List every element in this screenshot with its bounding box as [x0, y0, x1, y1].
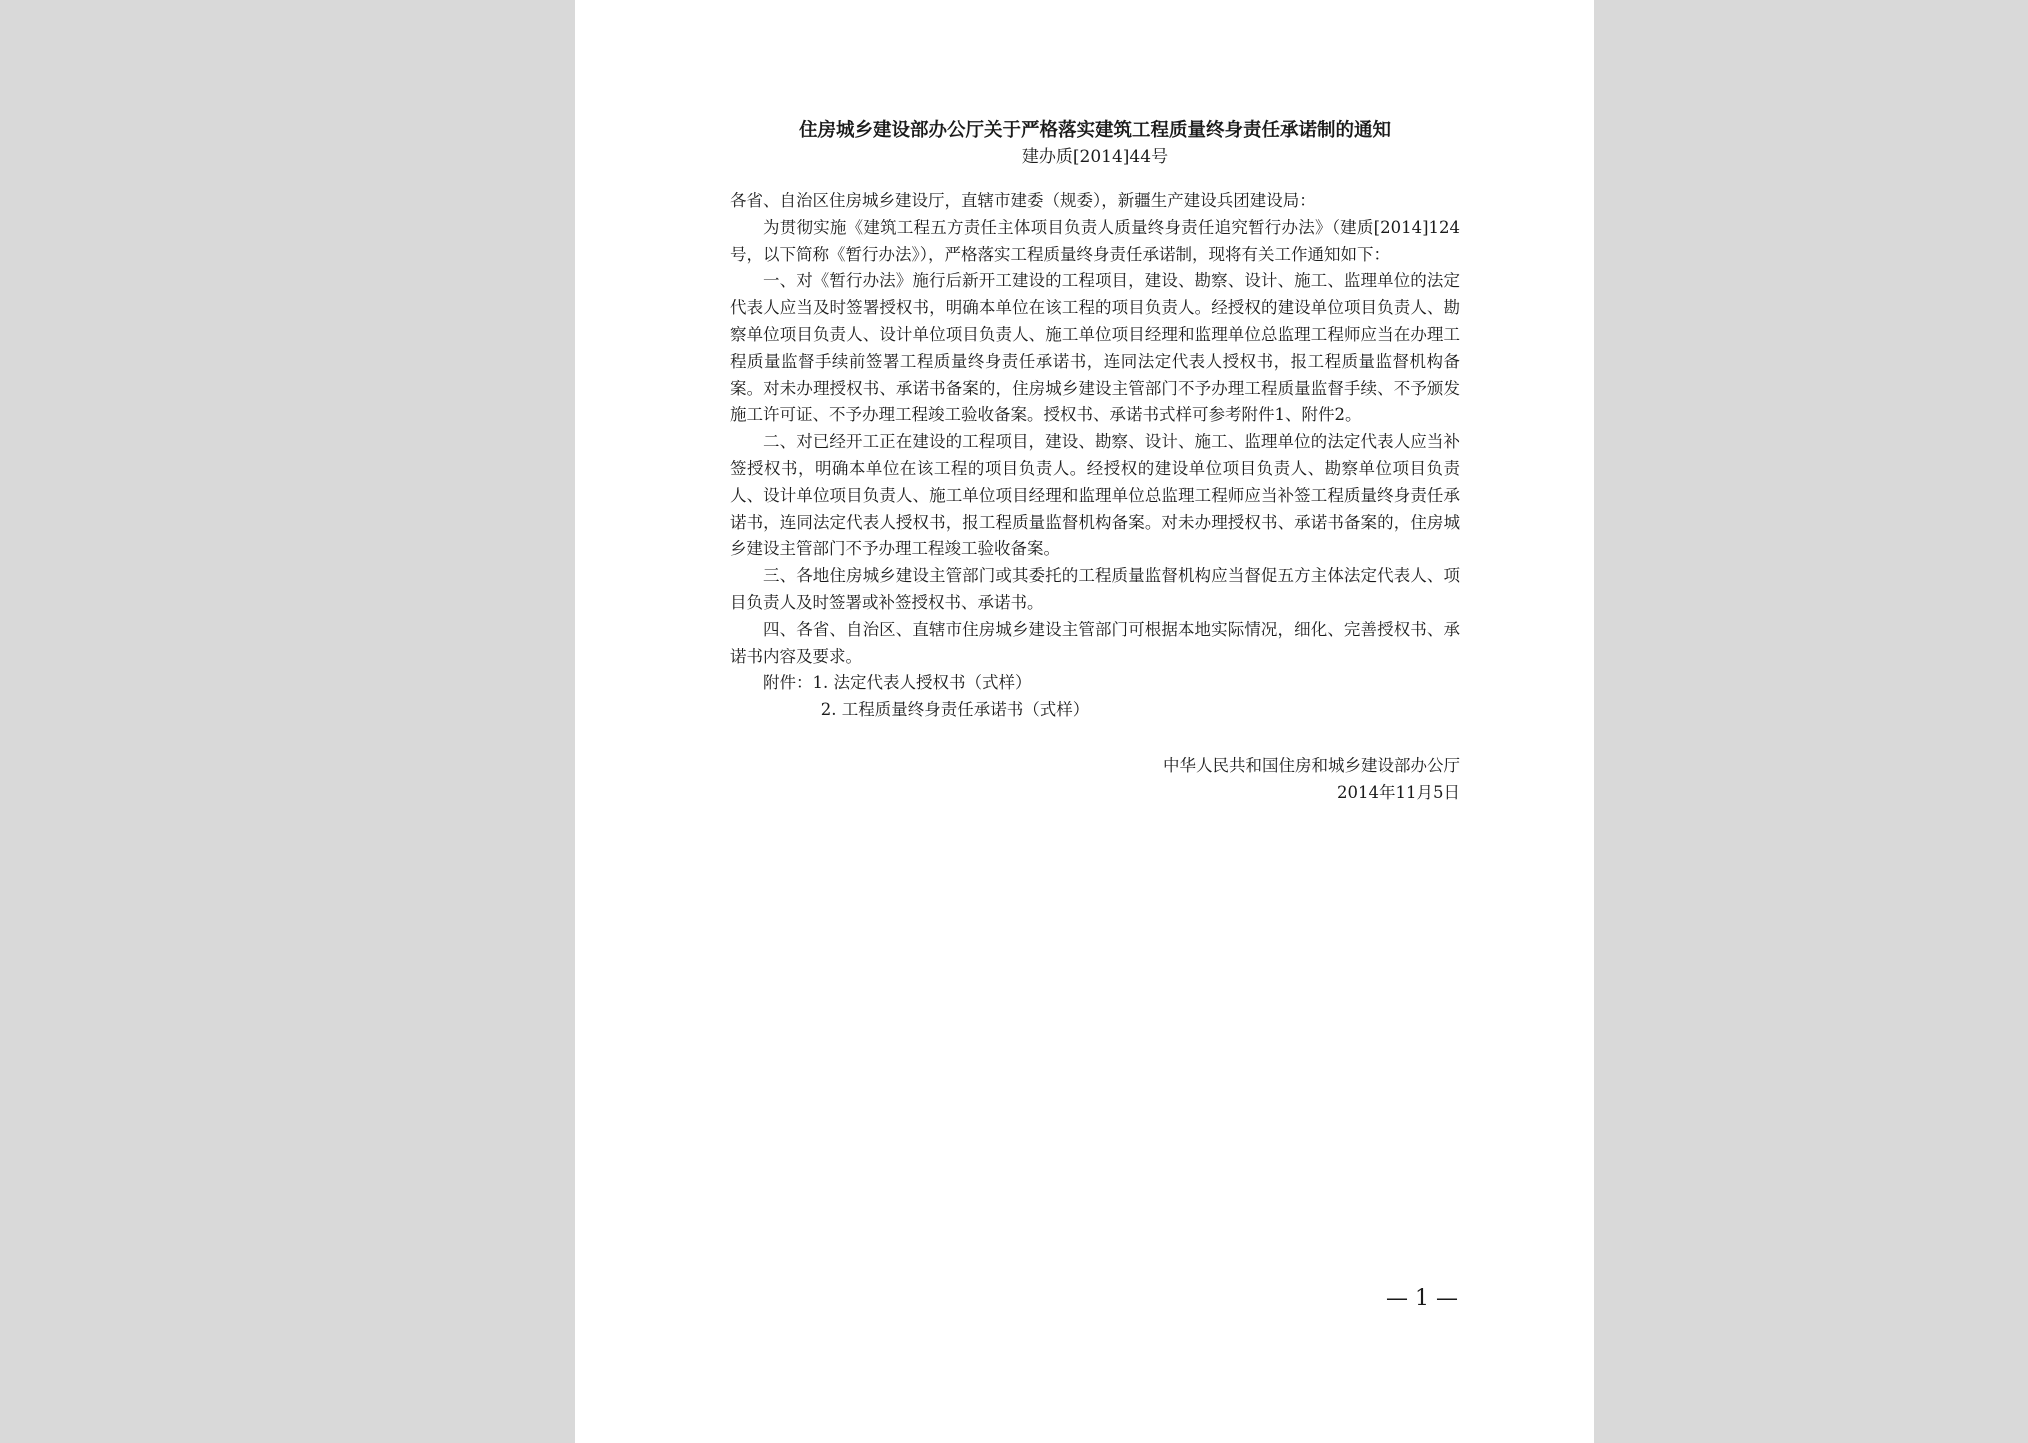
signature-block: [730, 752, 1460, 806]
page-number: — 1 —: [1386, 1286, 1458, 1311]
signature-date: 2014年11月5日: [1337, 782, 1460, 802]
paragraph-item-2: 二、对已经开工正在建设的工程项目，建设、勘察、设计、施工、监理单位的法定代表人应当补签授权书，明确本单位在该工程的项目负责人。经授权的建设单位项目负责人、勘察单位项目负责人、设计单位项目负责人、施工单位项目经理和监理单位总监理工程师应当补签工程质量终身责任承诺书，连同法定代表人授权书，报工程质量监督机构备案。对未办理授权书、承诺书备案的，住房城乡建设主管部门不予办理工程竣工验收备案。: [730, 432, 1460, 559]
paragraph-item-1: 一、对《暂行办法》施行后新开工建设的工程项目，建设、勘察、设计、施工、监理单位的法定代表人应当及时签署授权书，明确本单位在该工程的项目负责人。经授权的建设单位项目负责人、勘察单位项目负责人、设计单位项目负责人、施工单位项目经理和监理单位总监理工程师应当在办理工程质量监督手续前签署工程质量终身责任承诺书，连同法定代表人授权书，报工程质量监督机构备案。对未办理授权书、承诺书备案的，住房城乡建设主管部门不予办理工程质量监督手续、不予颁发施工许可证、不予办理工程竣工验收备案。授权书、承诺书式样可参考附件1、附件2。: [730, 271, 1460, 425]
paragraph-item-3: 三、各地住房城乡建设主管部门或其委托的工程质量监督机构应当督促五方主体法定代表人、项目负责人及时签署或补签授权书、承诺书。: [730, 566, 1460, 612]
paragraph-intro: 为贯彻实施《建筑工程五方责任主体项目负责人质量终身责任追究暂行办法》（建质[2014]124号，以下简称《暂行办法》），严格落实工程质量终身责任承诺制，现将有关工作通知如下：: [730, 217, 1460, 264]
signature-org: 中华人民共和国住房和城乡建设部办公厅: [1163, 755, 1460, 775]
document-number: 建办质[2014]44号: [1021, 147, 1169, 167]
document-title: 住房城乡建设部办公厅关于严格落实建筑工程质量终身责任承诺制的通知: [798, 120, 1391, 141]
salutation: 各省、自治区住房城乡建设厅，直辖市建委（规委），新疆生产建设兵团建设局：: [730, 191, 1316, 210]
page-content: [730, 118, 1460, 806]
attachment-2: 2. 工程质量终身责任承诺书（式样）: [820, 700, 1090, 720]
document-page: [575, 0, 1594, 1443]
paragraph-item-4: 四、各省、自治区、直辖市住房城乡建设主管部门可根据本地实际情况，细化、完善授权书、承诺书内容及要求。: [730, 619, 1460, 666]
attachment-1: 附件：1. 法定代表人授权书（式样）: [763, 673, 1032, 693]
